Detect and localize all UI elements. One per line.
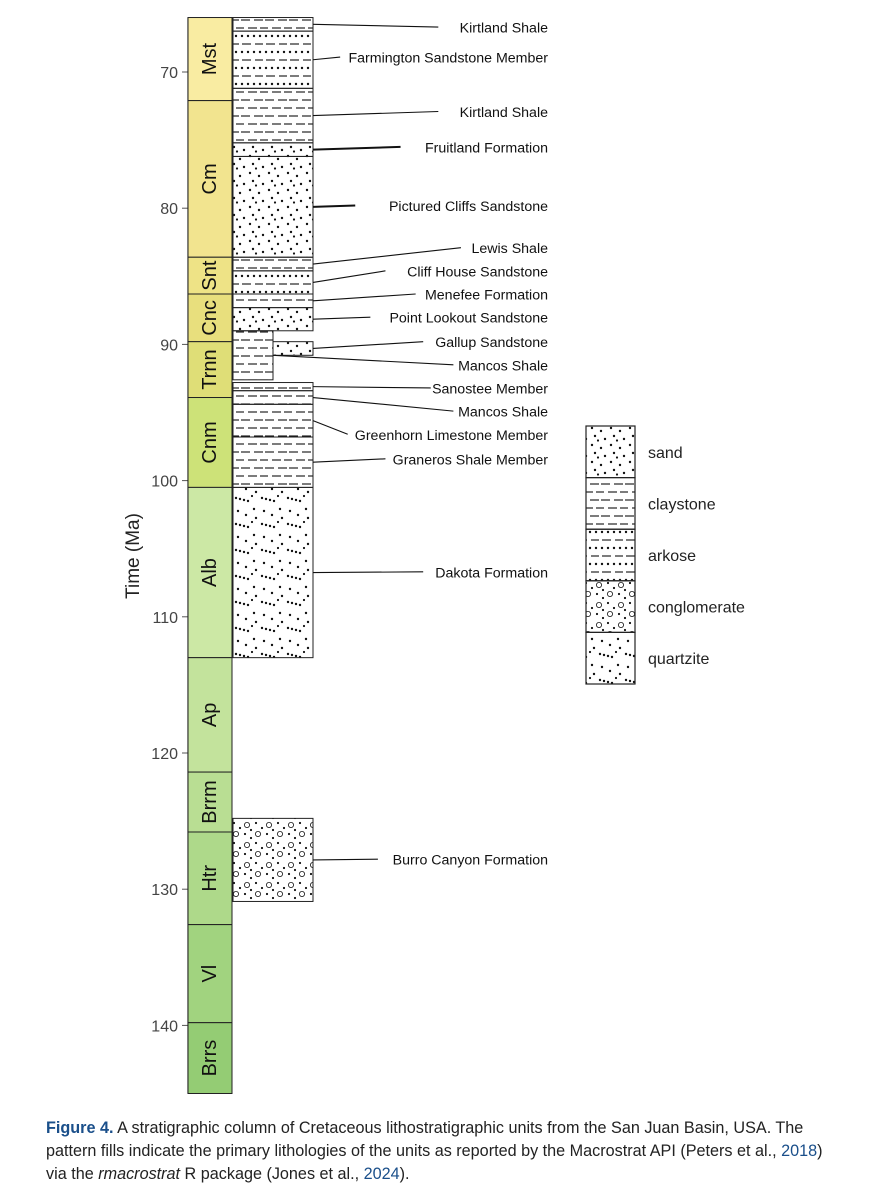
legend-swatch (586, 426, 635, 478)
leader-line (313, 859, 378, 860)
unit-box (233, 383, 313, 391)
leader-line (313, 387, 431, 388)
stage-label: Vl (199, 964, 221, 983)
unit-label: Kirtland Shale (459, 20, 548, 37)
leader-line (313, 147, 401, 150)
y-tick-label: 110 (152, 609, 178, 627)
stage-label: Ap (199, 702, 221, 728)
unit-box (233, 331, 273, 380)
unit-box (233, 487, 313, 657)
leader-line (313, 317, 370, 319)
caption-text-4: ). (399, 1165, 410, 1183)
y-tick-label: 100 (151, 473, 178, 491)
unit-box (273, 342, 313, 356)
legend-label: arkose (648, 548, 697, 565)
stage-label: Cnc (199, 300, 221, 336)
unit-label: Farmington Sandstone Member (348, 50, 548, 67)
legend-label: quartzite (648, 651, 710, 669)
leader-line (313, 398, 453, 412)
unit-labels (273, 21, 548, 869)
caption-ref-2018[interactable]: 2018 (781, 1142, 818, 1160)
time-axis (151, 18, 188, 1094)
caption-text-2: ) via the (46, 1142, 823, 1183)
unit-label: Mancos Shale (458, 358, 548, 375)
legend-label: sand (648, 444, 683, 462)
y-axis-title: Time (Ma) (123, 513, 144, 599)
legend-swatch (586, 478, 635, 530)
legend-label: claystone (648, 496, 716, 514)
unit-box (233, 18, 313, 32)
unit-box (233, 88, 313, 142)
unit-label: Greenhorn Limestone Member (354, 427, 548, 444)
leader-line (313, 24, 438, 27)
unit-box (233, 257, 313, 271)
leader-line (313, 111, 438, 115)
y-tick-label: 130 (151, 882, 178, 900)
unit-box (233, 308, 313, 331)
stage-label: Brrm (199, 780, 221, 824)
leader-line (313, 57, 340, 60)
y-tick-label: 70 (160, 65, 178, 82)
unit-label: Gallup Sandstone (435, 335, 548, 352)
stage-label: Cm (199, 163, 221, 195)
caption-ref-2024[interactable]: 2024 (363, 1165, 400, 1183)
stage-label: Alb (199, 558, 221, 587)
unit-box (233, 818, 313, 901)
caption-text-1: A stratigraphic column of Cretaceous lithostratigraphic units from the San Juan Basin, USA. The pattern fills indicate the primary lithologies of the units as reported by the Macrostrat API (Peters et al., (46, 1119, 804, 1160)
unit-label: Burro Canyon Formation (392, 852, 548, 869)
unit-label: Menefee Formation (424, 287, 548, 304)
unit-label: Sanostee Member (432, 381, 548, 398)
unit-box (233, 391, 313, 405)
unit-label: Dakota Formation (435, 565, 548, 582)
unit-box (233, 271, 313, 294)
unit-box (233, 31, 313, 88)
lithology-legend (586, 426, 745, 684)
unit-box (233, 437, 313, 487)
legend-label: conglomerate (648, 599, 745, 617)
unit-column (233, 18, 313, 902)
unit-box (233, 404, 313, 437)
caption-text-3: R package (Jones et al., (180, 1165, 364, 1183)
caption-label: Figure 4. (46, 1119, 114, 1137)
stage-label: Mst (199, 42, 221, 76)
figure-caption (46, 1117, 846, 1186)
leader-line (313, 248, 461, 264)
legend-swatch (586, 581, 635, 633)
unit-label: Graneros Shale Member (392, 452, 548, 469)
unit-box (233, 294, 313, 308)
unit-label: Fruitland Formation (424, 140, 548, 157)
y-tick-label: 140 (151, 1018, 178, 1036)
stage-label: Cnm (199, 421, 221, 464)
leader-line (313, 421, 348, 435)
unit-label: Mancos Shale (458, 404, 548, 421)
legend-swatch (586, 529, 635, 581)
stage-label: Trnn (199, 349, 221, 390)
unit-label: Cliff House Sandstone (407, 264, 548, 281)
unit-box (233, 143, 313, 157)
unit-label: Point Lookout Sandstone (389, 310, 548, 327)
stage-label: Brrs (199, 1039, 221, 1077)
stage-label: Htr (199, 864, 221, 892)
unit-label: Lewis Shale (471, 241, 548, 258)
y-tick-label: 90 (160, 337, 178, 355)
legend-swatch (586, 632, 635, 684)
leader-line (313, 342, 423, 349)
unit-label: Pictured Cliffs Sandstone (388, 198, 548, 215)
unit-label: Kirtland Shale (459, 104, 548, 121)
leader-line (313, 271, 385, 283)
leader-line (273, 355, 453, 365)
y-tick-label: 80 (160, 201, 178, 219)
caption-package: rmacrostrat (98, 1165, 181, 1183)
unit-box (233, 156, 313, 257)
leader-line (313, 572, 423, 573)
leader-line (313, 205, 355, 206)
leader-line (313, 294, 416, 301)
stage-label: Snt (199, 260, 221, 291)
stage-column (188, 18, 232, 1094)
leader-line (313, 459, 385, 462)
y-tick-label: 120 (151, 746, 178, 763)
